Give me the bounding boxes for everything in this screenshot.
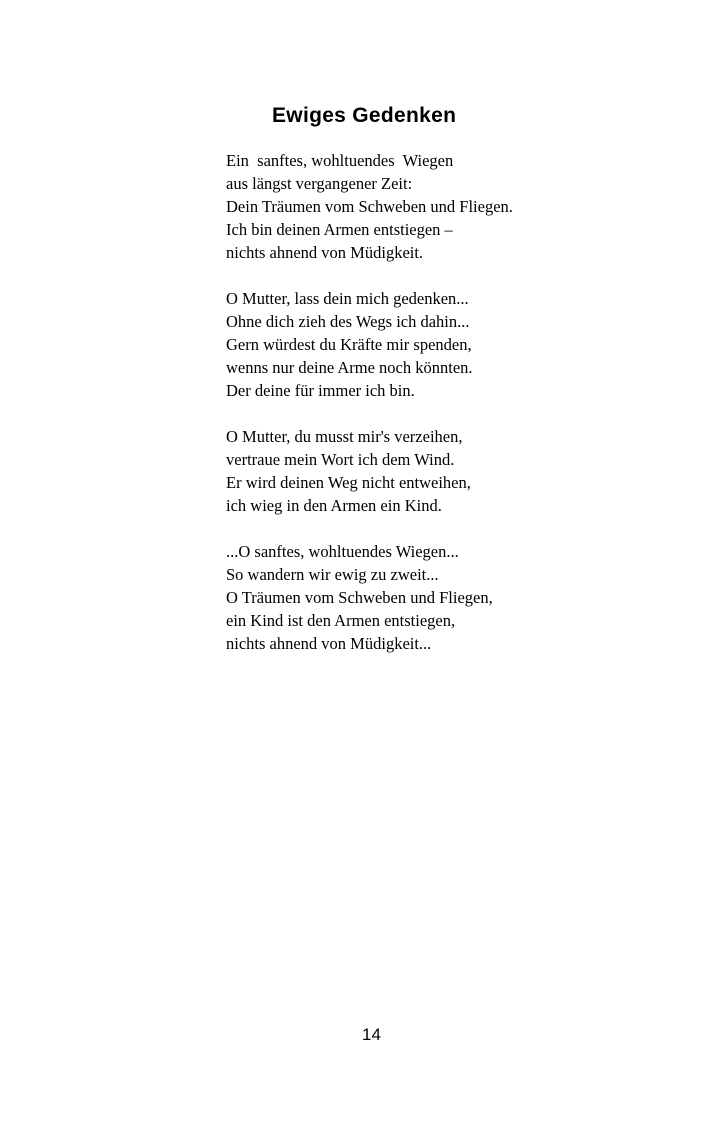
poem-line: aus längst vergangener Zeit:: [226, 174, 413, 193]
poem-line: Ich bin deinen Armen entstiegen –: [226, 220, 453, 239]
poem-line: Gern würdest du Kräfte mir spenden,: [226, 335, 472, 354]
poem-line: nichts ahnend von Müdigkeit.: [226, 243, 424, 262]
poem-line: O Mutter, lass dein mich gedenken...: [226, 289, 469, 308]
poem-line: O Träumen vom Schweben und Fliegen,: [226, 588, 493, 607]
poem-line: ...O sanftes, wohltuendes Wiegen...: [226, 542, 459, 561]
poem-line: wenns nur deine Arme noch könnten.: [226, 358, 473, 377]
poem-line: Er wird deinen Weg nicht entweihen,: [226, 473, 471, 492]
poem-line: nichts ahnend von Müdigkeit...: [226, 634, 432, 653]
stanza-2: [226, 287, 646, 402]
poem-line: So wandern wir ewig zu zweit...: [226, 565, 439, 584]
poem-line: vertraue mein Wort ich dem Wind.: [226, 450, 455, 469]
poem-line: O Mutter, du musst mir's verzeihen,: [226, 427, 463, 446]
stanza-1: [226, 149, 646, 264]
page-number: 14: [362, 1025, 381, 1044]
poem-line: Dein Träumen vom Schweben und Fliegen.: [226, 197, 513, 216]
stanza-4: [226, 540, 646, 655]
poem-title: Ewiges Gedenken: [272, 104, 457, 127]
poem-line: Der deine für immer ich bin.: [226, 381, 415, 400]
poem-line: ich wieg in den Armen ein Kind.: [226, 496, 442, 515]
stanza-3: [226, 425, 646, 517]
poem-body: [226, 149, 646, 678]
poem-line: Ohne dich zieh des Wegs ich dahin...: [226, 312, 470, 331]
poem-line: Ein sanftes, wohltuendes Wiegen: [226, 151, 454, 170]
poem-line: ein Kind ist den Armen entstiegen,: [226, 611, 456, 630]
